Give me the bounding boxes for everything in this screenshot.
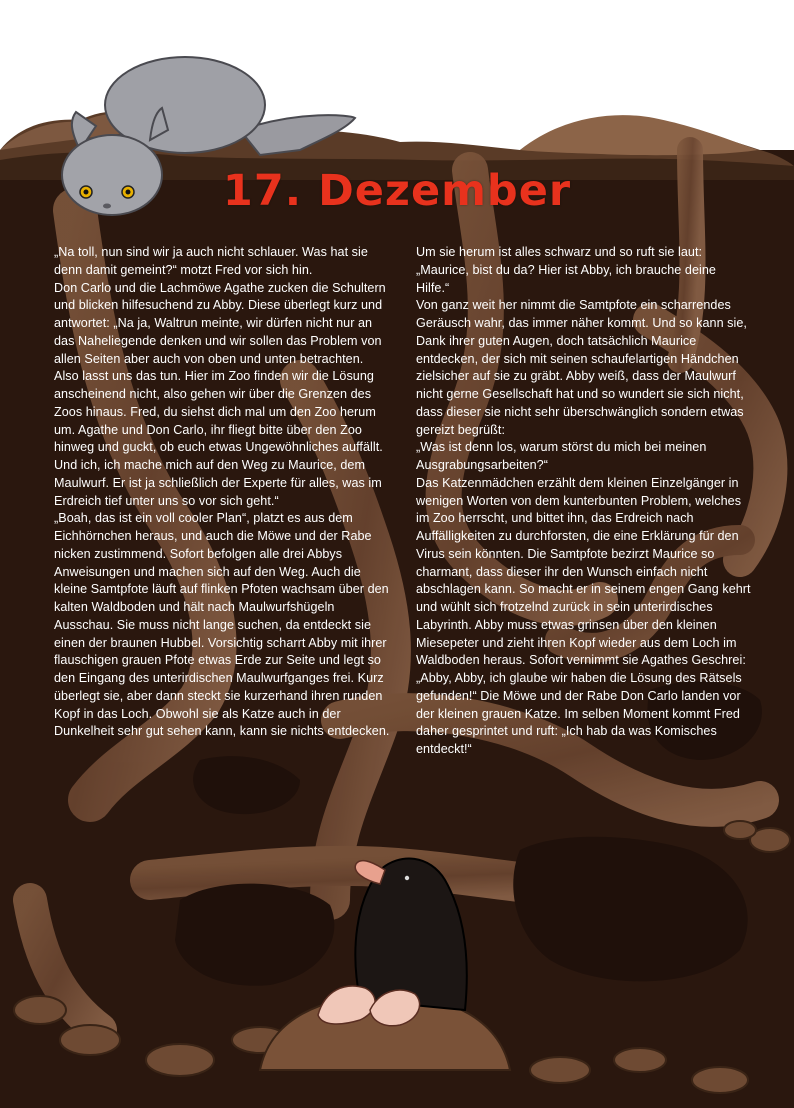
paragraph: „Was ist denn los, warum störst du mich bei meinen Ausgrabungsarbeiten?“: [416, 440, 707, 472]
paragraph: „Boah, das ist ein voll cooler Plan“, platzt es aus dem Eichhörnchen heraus, und auch die Möwe und der Rabe nicken zustimmend. Sofort befolgen alle drei Abbys Anweisungen und machen sich auf den Weg. Auch die kleine Samtpfote läuft auf flinken Pfoten wachsam über den kalten Waldboden und hält nach Maulwurfshügeln Ausschau. Sie muss nicht lange suchen, da entdeckt sie einen der braunen Hubbel. Vorsichtig scharrt Abby mit ihrer flauschigen grauen Pfote etwas Erde zur Seite und legt so den Eingang des unterirdischen Maulwurfganges frei. Kurz überlegt sie, aber dann steckt sie kurzerhand ihren runden Kopf in das Loch. Obwohl sie als Katze auch in der Dunkelheit sehr gut sehen kann, kann sie nichts entdecken.: [54, 511, 390, 739]
text-column-right: [416, 244, 752, 759]
paragraph: Von ganz weit her nimmt die Samtpfote ein scharrendes Geräusch wahr, das immer näher kommt. Und so kann sie, Dank ihrer guten Augen, doch tatsächlich Maurice entdecken, der sich mit seinen schaufelartigen Händchen zielsicher auf sie zu gräbt. Abby weiß, dass der Maulwurf nicht gerne Gesellschaft hat und so wundert sie sich nicht, dass dieser sie nicht sehr überschwänglich sondern etwas gereizt begrüßt:: [416, 298, 747, 437]
paragraph: Das Katzenmädchen erzählt dem kleinen Einzelgänger in wenigen Worten von dem kunterbunten Problem, welches im Zoo herrscht, und bittet ihn, das Erdreich nach Auffälligkeiten zu durchforsten, die eine Erklärung für den Virus sein könnten. Die Samtpfote bezirzt Maurice so charmant, dass dieser ihr den Wunsch einfach nicht abschlagen kann. So macht er in seinem engen Gang kehrt und wühlt sich frotzelnd zurück in sein unterirdisches Labyrinth. Abby muss etwas grinsen über den kleinen Miesepeter und zieht ihren Kopf wieder aus dem Loch im Waldboden heraus. Sofort vernimmt sie Agathes Geschrei:: [416, 475, 751, 668]
paragraph: Um sie herum ist alles schwarz und so ruft sie laut: „Maurice, bist du da? Hier ist Abby, ich brauche deine Hilfe.“: [416, 245, 716, 295]
paragraph: Don Carlo und die Lachmöwe Agathe zucken die Schultern und blicken hilfesuchend zu Abby. Diese überlegt kurz und antwortet: „Na ja, Waltrun meinte, wir dürfen nicht nur an das Naheliegende denken und wir sollen das Problem von allen Seiten aber auch von oben und unten betrachten. Also lasst uns das tun. Hier im Zoo finden wir die Lösung anscheinend nicht, also gehen wir über die Grenzen des Zoos hinaus. Fred, du siehst dich mal um den Zoo herum um. Agathe und Don Carlo, ihr fliegt bitte über den Zoo hinweg und guckt, ob euch etwas Ungewöhnliches auffällt. Und ich, ich mache mich auf den Weg zu Maurice, dem Maulwurf. Er ist ja schließlich der Experte für alles, was im Erdreich tief unter uns so vor sich geht.“: [54, 280, 386, 508]
text-column-left: [54, 244, 390, 741]
paragraph: „Abby, Abby, ich glaube wir haben die Lösung des Rätsels gefunden!“ Die Möwe und der Rabe Don Carlo landen vor der kleinen grauen Katze. Im selben Moment kommt Fred daher gesprintet und ruft: „Ich hab da was Komisches entdeckt!“: [416, 671, 742, 756]
page-title: 17. Dezember: [222, 166, 572, 216]
paragraph: „Na toll, nun sind wir ja auch nicht schlauer. Was hat sie denn damit gemeint?“ motzt Fred vor sich hin.: [54, 245, 368, 277]
